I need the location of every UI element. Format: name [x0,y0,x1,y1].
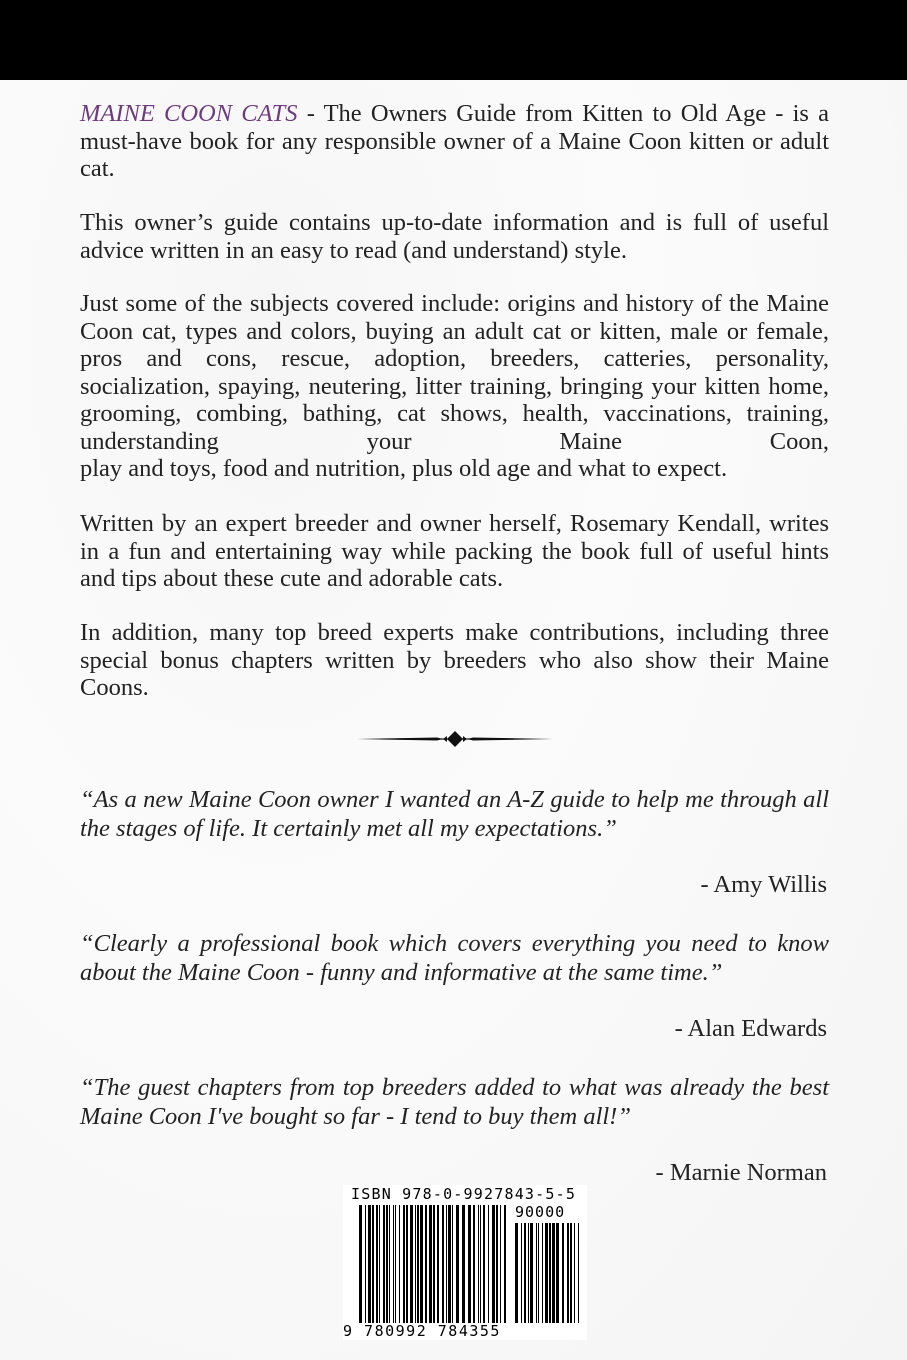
subjects-text: Just some of the subjects covered include: origins and history of the Maine Coon cat, types and colors, buying an adult cat or kitten, male or female, pros and cons, rescue, adoption, breeders, catteries, personality, socialization, spaying, neutering, litter training, bringing your kitten home, grooming, combing, bathing, cat shows, health, vaccinations, training, understanding your Maine Coon, [80,290,829,455]
ornamental-divider-icon [357,728,553,750]
testimonial-quote-2: “Clearly a professional book which covers everything you need to know about the Maine Coon - funny and informative at the same time.” [80,930,829,986]
testimonial-author-2: - Alan Edwards [674,1015,827,1042]
subjects-paragraph [80,290,829,483]
price-code: 90000 [515,1203,566,1221]
intro-paragraph [80,100,829,183]
barcode-block [343,1185,587,1340]
book-title: MAINE COON CATS [80,100,298,127]
barcode-digits: 9 780992 784355 [343,1322,501,1340]
author-paragraph: Written by an expert breeder and owner herself, Rosemary Kendall, writes in a fun and entertaining way while packing the book full of useful hints and tips about these cute and adorable cats. [80,510,829,592]
barcode-icon [359,1205,507,1323]
barcode-addon-icon [515,1223,579,1323]
intro-text: - The Owners Guide from Kitten to Old Age - is a must-have book for any responsible owner of a Maine Coon kitten or adult cat. [80,100,829,182]
subjects-text-end: play and toys, food and nutrition, plus old age and what to expect. [80,455,728,482]
testimonial-author-1: - Amy Willis [700,871,827,898]
isbn-label: ISBN 978-0-9927843-5-5 [351,1185,577,1203]
top-black-bar [0,0,907,80]
testimonial-author-3: - Marnie Norman [655,1159,827,1186]
testimonial-quote-3: “The guest chapters from top breeders added to what was already the best Maine Coon I've bought so far - I tend to buy them all!” [80,1074,829,1130]
guide-paragraph: This owner’s guide contains up-to-date information and is full of useful advice written in an easy to read (and understand) style. [80,209,829,264]
testimonial-quote-1: “As a new Maine Coon owner I wanted an A-Z guide to help me through all the stages of life. It certainly met all my expectations.” [80,786,829,842]
contributions-paragraph: In addition, many top breed experts make contributions, including three special bonus chapters written by breeders who also show their Maine Coons. [80,619,829,701]
